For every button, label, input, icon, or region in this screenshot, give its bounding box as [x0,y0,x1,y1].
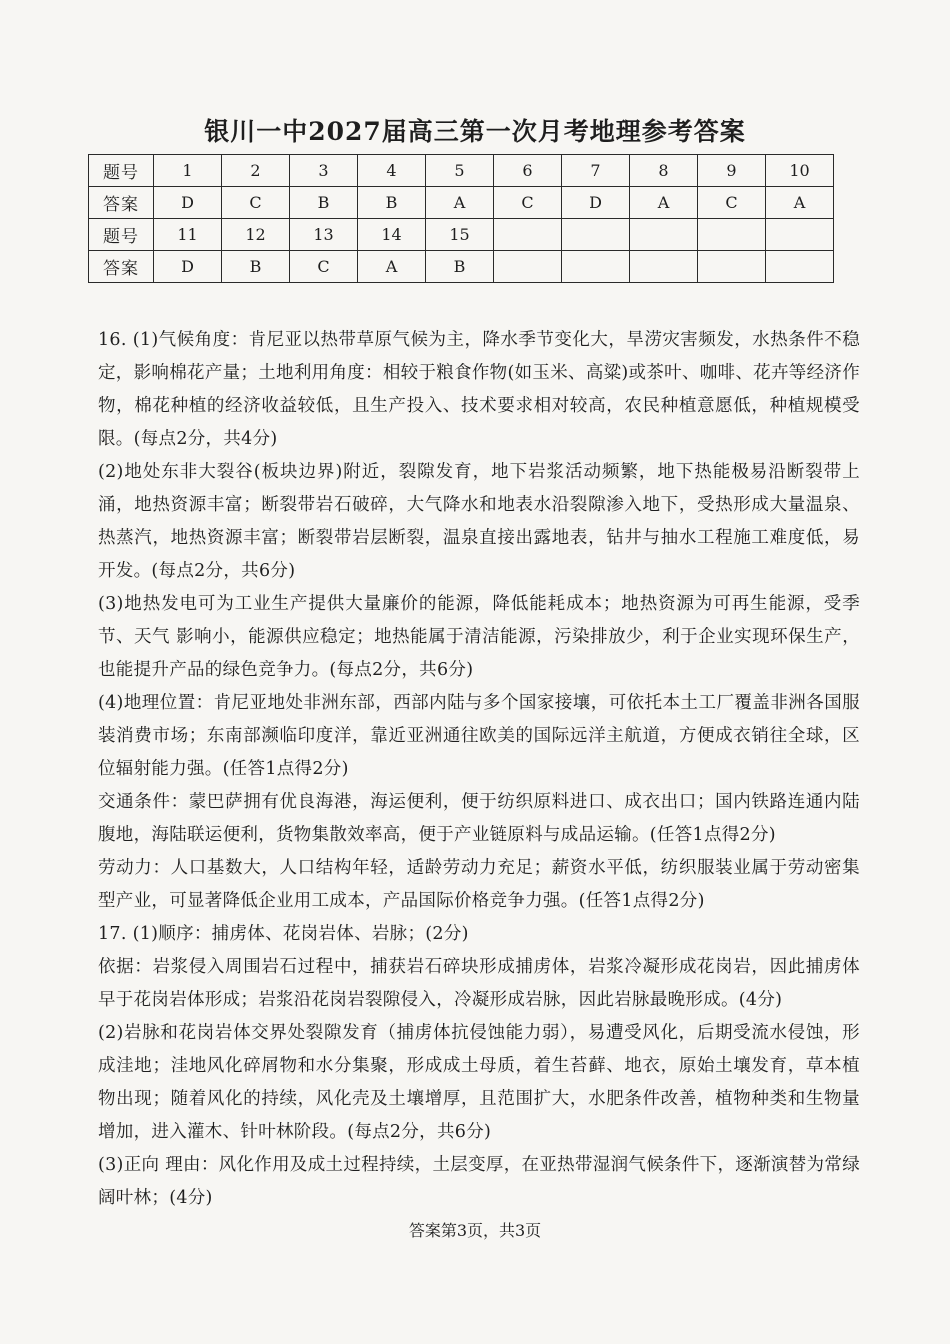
table-cell: A [358,251,426,283]
page-title: 银川一中2027届高三第一次月考地理参考答案 [204,117,746,146]
table-cell: 3 [290,155,358,187]
table-cell [630,251,698,283]
page-footer: 答案第3页，共3页 [408,1221,542,1240]
answer-paragraph: 交通条件：蒙巴萨拥有优良海港，海运便利，便于纺织原料进口、成衣出口；国内铁路连通内陆腹地，海陆联运便利，货物集散效率高，便于产业链原料与成品运输。(任答1点得2分) [98,792,860,845]
table-cell: 15 [426,219,494,251]
table-cell [766,251,834,283]
answer-paragraph: 劳动力：人口基数大，人口结构年轻，适龄劳动力充足；薪资水平低，纺织服装业属于劳动密集型产业，可显著降低企业用工成本，产品国际价格竞争力强。(任答1点得2分) [98,858,860,911]
answer-table [88,154,834,283]
row-label-answer: 答案 [89,251,154,283]
answer-paragraph: 17. (1)顺序：捕虏体、花岗岩体、岩脉；(2分) [98,924,469,944]
table-cell: 7 [562,155,630,187]
table-cell: C [698,187,766,219]
table-cell: 6 [494,155,562,187]
answer-paragraph: 16. (1)气候角度：肯尼亚以热带草原气候为主，降水季节变化大，旱涝灾害频发，水热条件不稳定，影响棉花产量；土地利用角度：相较于粮食作物(如玉米、高粱)或茶叶、咖啡、花卉等经济作物，棉花种植的经济收益较低，且生产投入、技术要求相对较高，农民种植意愿低，种植规模受限。(每点2分，共4分) [98,330,860,449]
table-cell: 12 [222,219,290,251]
table-cell: C [290,251,358,283]
answer-paragraph: (2)岩脉和花岗岩体交界处裂隙发育（捕虏体抗侵蚀能力弱），易遭受风化，后期受流水侵蚀，形成洼地；洼地风化碎屑物和水分集聚，形成成土母质，着生苔藓、地衣，原始土壤发育，草本植物出现；随着风化的持续，风化壳及土壤增厚，且范围扩大，水肥条件改善，植物种类和生物量增加，进入灌木、针叶林阶段。(每点2分，共6分) [98,1023,860,1142]
table-cell [698,251,766,283]
table-cell: D [154,251,222,283]
table-cell: 13 [290,219,358,251]
table-cell: 10 [766,155,834,187]
table-cell: 14 [358,219,426,251]
table-cell [698,219,766,251]
answer-body [98,324,860,1215]
table-cell: B [290,187,358,219]
table-cell: A [426,187,494,219]
table-cell: 5 [426,155,494,187]
table-cell: A [766,187,834,219]
answer-paragraph: (2)地处东非大裂谷(板块边界)附近，裂隙发育，地下岩浆活动频繁，地下热能极易沿断裂带上涌，地热资源丰富；断裂带岩石破碎，大气降水和地表水沿裂隙渗入地下，受热形成大量温泉、热蒸汽，地热资源丰富；断裂带岩层断裂，温泉直接出露地表，钻井与抽水工程施工难度低，易开发。(每点2分，共6分) [98,462,860,581]
answer-paragraph: (3)地热发电可为工业生产提供大量廉价的能源，降低能耗成本；地热资源为可再生能源，受季节、天气 影响小，能源供应稳定；地热能属于清洁能源，污染排放少，利于企业实现环保生产，也能提升产品的绿色竞争力。(每点2分，共6分) [98,594,860,680]
table-cell: D [562,187,630,219]
table-cell: 8 [630,155,698,187]
table-cell [494,219,562,251]
table-row [89,251,834,283]
table-cell: B [358,187,426,219]
row-label-question: 题号 [89,219,154,251]
table-cell: B [222,251,290,283]
row-label-question: 题号 [89,155,154,187]
table-cell: C [222,187,290,219]
row-label-answer: 答案 [89,187,154,219]
table-cell [562,219,630,251]
table-cell: 4 [358,155,426,187]
table-cell: D [154,187,222,219]
table-cell [630,219,698,251]
table-row [89,155,834,187]
answer-paragraph: (4)地理位置：肯尼亚地处非洲东部，西部内陆与多个国家接壤，可依托本土工厂覆盖非洲各国服装消费市场；东南部濒临印度洋，靠近亚洲通往欧美的国际远洋主航道，方便成衣销往全球，区位辐射能力强。(任答1点得2分) [98,693,860,779]
table-cell: 1 [154,155,222,187]
table-cell: B [426,251,494,283]
table-cell: 11 [154,219,222,251]
table-cell: C [494,187,562,219]
table-cell: 9 [698,155,766,187]
answer-paragraph: (3)正向 理由：风化作用及成土过程持续，土层变厚，在亚热带湿润气候条件下，逐渐演替为常绿阔叶林；(4分) [98,1155,860,1208]
answer-paragraph: 依据：岩浆侵入周围岩石过程中，捕获岩石碎块形成捕虏体，岩浆冷凝形成花岗岩，因此捕虏体早于花岗岩体形成；岩浆沿花岗岩裂隙侵入，冷凝形成岩脉，因此岩脉最晚形成。(4分) [98,957,860,1010]
table-cell: A [630,187,698,219]
table-cell [562,251,630,283]
table-cell: 2 [222,155,290,187]
table-row [89,219,834,251]
table-cell [766,219,834,251]
table-cell [494,251,562,283]
table-row [89,187,834,219]
